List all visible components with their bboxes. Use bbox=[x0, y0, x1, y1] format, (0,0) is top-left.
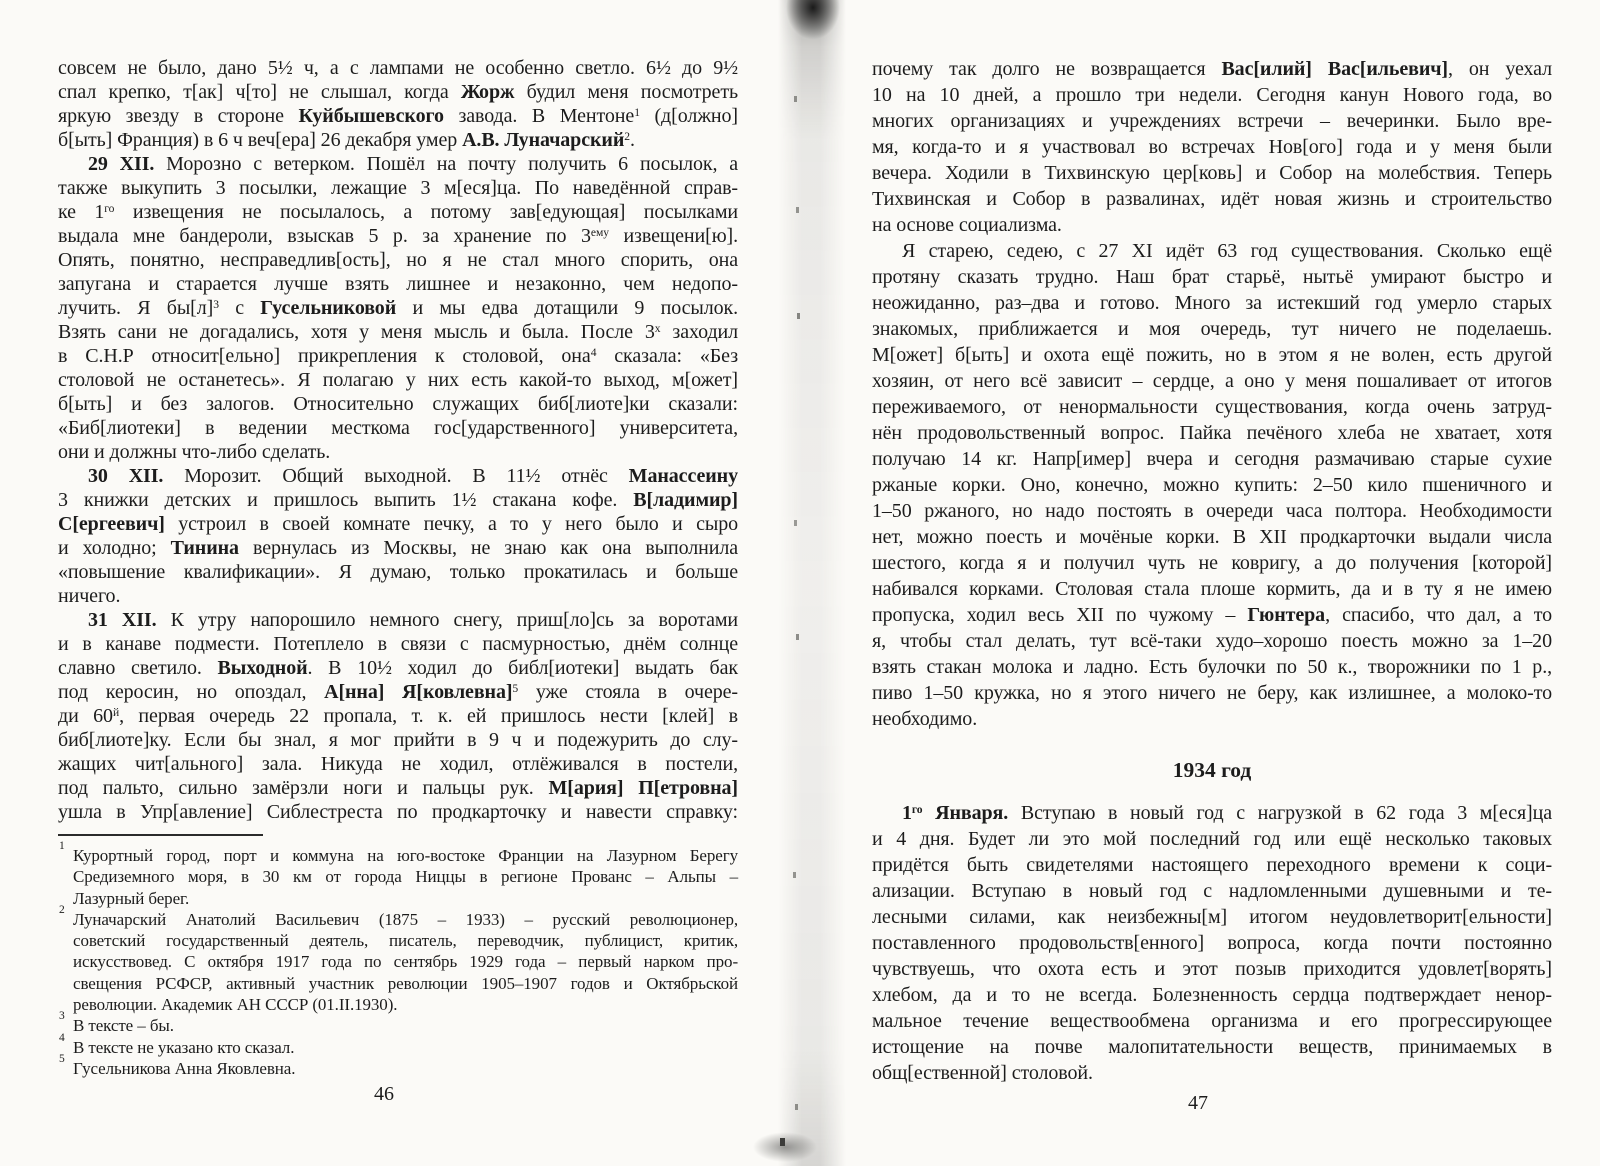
text-line bbox=[58, 464, 738, 488]
text-segment: ди 60 bbox=[58, 705, 113, 727]
paragraph bbox=[872, 238, 1552, 732]
bold-text: М[ария] П[етровна] bbox=[548, 777, 738, 799]
text-segment: биб[лиоте]ку. Если бы знал, я мог прийти в 9 ч и подежурить до слу- bbox=[58, 729, 738, 751]
text-line bbox=[58, 584, 738, 608]
text-segment: хозяин, от него всё зависит – сердце, а оно у меня пошаливает от итогов bbox=[872, 370, 1552, 392]
text-line bbox=[872, 1034, 1552, 1060]
section-heading-1934: 1934 год bbox=[1172, 758, 1252, 782]
page-46-footnotes bbox=[59, 840, 738, 1079]
text-segment: Взять сани не догадались, хотя у меня мысль и была. После 3 bbox=[58, 321, 655, 343]
text-segment: пиво 1–50 кружка, но я этого ничего не беру, как излишнее, а молоко-то bbox=[872, 682, 1552, 704]
text-line bbox=[58, 296, 738, 320]
paragraph bbox=[58, 464, 738, 608]
footnote: 5 Гусельникова Анна Яковлевна. bbox=[73, 1058, 738, 1079]
text-line bbox=[872, 316, 1552, 342]
text-line bbox=[58, 632, 738, 656]
text-line bbox=[58, 488, 738, 512]
text-line bbox=[872, 878, 1552, 904]
footnote-rule bbox=[58, 834, 263, 836]
text-line bbox=[872, 706, 1552, 732]
footnote-ref: го bbox=[104, 202, 115, 216]
text-segment: получаю 14 кг. Напр[имер] вчера и сегодня размачиваю старые сухие bbox=[872, 448, 1552, 470]
text-line bbox=[58, 176, 738, 200]
text-line bbox=[872, 82, 1552, 108]
text-segment: и в канаве подмести. Потеплело в связи с пасмурностью, днём солнце bbox=[58, 633, 738, 655]
text-segment: придётся быть свидетелями настоящего переходного времени к соци- bbox=[872, 854, 1552, 876]
footnote-line: Гусельникова Анна Яковлевна. bbox=[73, 1058, 296, 1078]
text-segment: на основе социализма. bbox=[872, 214, 1062, 236]
text-line bbox=[58, 752, 738, 776]
text-line bbox=[872, 602, 1552, 628]
text-segment: , спасибо, что дал, а то bbox=[1325, 604, 1552, 626]
text-line bbox=[58, 776, 738, 800]
footnote-line: революции. Академик АН СССР (01.II.1930). bbox=[73, 995, 398, 1015]
text-line bbox=[872, 108, 1552, 134]
text-line bbox=[58, 104, 738, 128]
bold-text: А.В. Луначарский bbox=[462, 129, 625, 151]
text-segment: совсем не было, дано 5½ ч, а с лампами не особенно светло. 6½ до 9½ bbox=[58, 57, 738, 79]
page-number-47: 47 bbox=[1188, 1092, 1208, 1114]
text-segment: «повышение квалификации». Я думаю, только прокатилась и больше bbox=[58, 561, 738, 583]
text-segment: лесными силами, как неизбежны[м] итогом неудовлетворит[ельности] bbox=[872, 906, 1552, 928]
footnote-line: Лазурный берег. bbox=[73, 888, 190, 908]
text-line bbox=[872, 238, 1552, 264]
footnote-ref: 4 bbox=[590, 346, 597, 360]
text-segment: заходил bbox=[660, 321, 739, 343]
text-line bbox=[872, 394, 1552, 420]
text-line bbox=[872, 186, 1552, 212]
text-segment: ке 1 bbox=[58, 201, 105, 223]
text-line bbox=[58, 536, 738, 560]
scan-specks bbox=[0, 0, 3, 6]
footnote-line: Луначарский Анатолий Васильевич (1875 – 1933) – русский революционер, bbox=[73, 909, 738, 929]
text-line bbox=[58, 608, 738, 632]
text-line bbox=[58, 512, 738, 536]
text-line bbox=[58, 800, 738, 824]
bold-text: А[нна] Я[ковлевна] bbox=[324, 681, 513, 703]
footnote-line: В тексте не указано кто сказал. bbox=[73, 1037, 295, 1057]
text-segment: пропуска, ходил весь XII по чужому – bbox=[872, 604, 1248, 626]
text-segment: выдала мне бандероли, взыскав 5 р. за хранение по 3 bbox=[58, 225, 591, 247]
page-47-text bbox=[872, 56, 1552, 1086]
text-segment: столовой не останетесь». Я полагаю у них есть какой-то выход, м[ожет] bbox=[58, 369, 738, 391]
text-line bbox=[872, 498, 1552, 524]
text-line bbox=[58, 392, 738, 416]
text-segment: б[ыть] Франция) в 6 ч веч[ера] 26 декабря умер bbox=[58, 129, 463, 151]
bold-text: Вас[илий] Вас[ильевич] bbox=[1221, 58, 1448, 80]
footnote: 4 В тексте не указано кто сказал. bbox=[73, 1037, 738, 1058]
text-line bbox=[58, 368, 738, 392]
text-segment: ржаные корки. Оно, конечно, можно купить: 2–50 кило пшеничного и bbox=[872, 474, 1552, 496]
text-line bbox=[58, 272, 738, 296]
text-segment: уже стояла в очере- bbox=[518, 681, 738, 703]
bold-text: 29 XII. bbox=[88, 153, 155, 175]
text-segment: ализации. Вступаю в новый год с надломленными душевными и те- bbox=[872, 880, 1552, 902]
text-line bbox=[58, 440, 738, 464]
text-line bbox=[872, 550, 1552, 576]
text-line bbox=[58, 656, 738, 680]
footnote-line: В тексте – бы. bbox=[73, 1016, 174, 1036]
text-line bbox=[872, 956, 1552, 982]
text-segment: будил меня посмотреть bbox=[514, 81, 738, 103]
text-segment: протяну сказать трудно. Наш брат старьё, нытьё умирают быстро и bbox=[872, 266, 1552, 288]
footnote-ref: х bbox=[654, 322, 661, 336]
text-line bbox=[58, 560, 738, 584]
page-number-46: 46 bbox=[374, 1083, 394, 1106]
text-segment: шестого, когда я и получил чуть не ковригу, а до получения [которой] bbox=[872, 552, 1552, 574]
bold-text: 31 XII. bbox=[88, 609, 157, 631]
text-line bbox=[872, 160, 1552, 186]
text-line bbox=[872, 628, 1552, 654]
text-segment: Я старею, седею, с 27 XI идёт 63 год существования. Сколько ещё bbox=[902, 240, 1552, 262]
footnote: 2 Луначарский Анатолий Васильевич (1875 – 1933) – русский революционер, советский государственный деятель, писатель, переводчик, публицист, критик, искусствовед. С октября 1917 года по сентябрь 1929 года – первый нарком про- свещения РСФСР, активный участник революции 1905–1907 годов и Октябрьской революции. Академик АН СССР (01.II.1930). bbox=[59, 903, 738, 1015]
text-line bbox=[872, 982, 1552, 1008]
text-segment: необходимо. bbox=[872, 708, 978, 730]
text-line bbox=[58, 56, 738, 80]
text-segment: нён продовольственный вопрос. Пайка печёного хлеба не хватает, хотя bbox=[872, 422, 1552, 444]
text-line bbox=[872, 212, 1552, 238]
text-line bbox=[872, 1060, 1552, 1086]
paragraph bbox=[872, 800, 1552, 1086]
text-segment: взять стакан молока и ладно. Есть булочки по 50 к., творожники по 1 р., bbox=[872, 656, 1552, 678]
text-segment: жащих чит[ального] зала. Никуда не ходил, отлёживался в постели, bbox=[58, 753, 738, 775]
text-segment: яркую звезду в стороне bbox=[58, 105, 299, 127]
text-line bbox=[872, 472, 1552, 498]
bold-text: Жорж bbox=[460, 81, 515, 103]
text-segment: хлебом, да и то не всегда. Болезненность сердца подтверждает ненор- bbox=[872, 984, 1552, 1006]
bold-text: Манассеину bbox=[628, 465, 738, 487]
text-line bbox=[872, 930, 1552, 956]
text-segment: мальное течение веществообмена организма и его прогрессирующее bbox=[872, 1010, 1552, 1032]
paragraph bbox=[58, 608, 738, 824]
text-segment: Морозно с ветерком. Пошёл на почту получить 6 посылок, а bbox=[154, 153, 739, 175]
text-segment: набивался корками. Столовая стала плоше кормить, да и в ту я не имею bbox=[872, 578, 1552, 600]
footnote-ref: го bbox=[911, 803, 923, 817]
bold-text: Выходной bbox=[217, 657, 308, 679]
text-line bbox=[872, 56, 1552, 82]
text-line bbox=[872, 264, 1552, 290]
page-46 bbox=[58, 56, 738, 1106]
text-line bbox=[872, 680, 1552, 706]
text-line bbox=[872, 342, 1552, 368]
footnote-ref: 1 bbox=[634, 106, 640, 120]
text-line bbox=[872, 446, 1552, 472]
text-segment: Вступаю в новый год с нагрузкой в 62 года 3 м[еся]ца bbox=[1008, 802, 1552, 824]
footnote-ref: 5 bbox=[512, 682, 519, 696]
text-segment: спал крепко, т[ак] ч[то] не слышал, когда bbox=[58, 81, 461, 103]
text-line bbox=[872, 576, 1552, 602]
text-line bbox=[58, 152, 738, 176]
text-segment: сказала: «Без bbox=[596, 345, 738, 367]
text-line bbox=[58, 416, 738, 440]
text-segment: устроил в своей комнате печку, а то у него было и сыро bbox=[164, 513, 738, 535]
text-segment: б[ыть] и без залогов. Относительно служащих биб[лиоте]ки сказали: bbox=[58, 393, 738, 415]
text-segment: вечера. Ходили в Тихвинскую цер[ковь] и Собор на молебствия. Теперь bbox=[872, 162, 1552, 184]
bold-text: Гусельниковой bbox=[260, 297, 397, 319]
paragraph bbox=[58, 152, 738, 464]
text-line bbox=[872, 290, 1552, 316]
text-line bbox=[58, 728, 738, 752]
text-segment: 1–50 ржаного, но надо постоять в очереди часа полтора. Необходимости bbox=[872, 500, 1552, 522]
text-line bbox=[58, 128, 738, 152]
text-segment: , первая очередь 22 пропала, т. к. ей пришлось нести [клей] в bbox=[119, 705, 738, 727]
text-segment: поставленного продовольств[енного] вопроса, когда почти постоянно bbox=[872, 932, 1552, 954]
bold-text: Тинина bbox=[170, 537, 239, 559]
text-segment: под пальто, сильно замёрзли ноги и пальцы рук. bbox=[58, 777, 549, 799]
text-line bbox=[58, 248, 738, 272]
text-segment: многих организациях и учреждениях встречи – вечеринки. Было вре- bbox=[872, 110, 1552, 132]
text-segment: Опять, понятно, несправедлив[ость], но я не стал много спорить, она bbox=[58, 249, 738, 271]
text-segment: Тихвинская и Собор в развалинах, идёт новая жизнь и строительство bbox=[872, 188, 1552, 210]
text-segment: извещени[ю]. bbox=[608, 225, 739, 247]
footnote-ref: й bbox=[112, 706, 120, 720]
paragraph bbox=[58, 56, 738, 152]
text-line bbox=[58, 224, 738, 248]
text-line bbox=[58, 344, 738, 368]
text-line bbox=[872, 852, 1552, 878]
text-segment: в С.Н.Р относит[ельно] прикрепления к столовой, она bbox=[58, 345, 591, 367]
text-segment: М[ожет] б[ыть] и охота ещё пожить, но в этом я не волен, есть другой bbox=[872, 344, 1552, 366]
text-segment: славно светило. bbox=[58, 657, 218, 679]
footnote: 1 Курортный город, порт и коммуна на юго-востоке Франции на Лазурном Берегу Средиземного моря, в 30 км от города Ниццы в регионе Прованс – Альпы – Лазурный берег. bbox=[59, 840, 738, 908]
paragraph bbox=[872, 56, 1552, 238]
bold-text: Гюнтера bbox=[1247, 604, 1326, 626]
footnote: 3 В тексте – бы. bbox=[73, 1015, 738, 1036]
footnote-line: Курортный город, порт и коммуна на юго-востоке Франции на Лазурном Берегу bbox=[73, 846, 738, 865]
text-segment: с bbox=[218, 297, 261, 319]
text-segment: извещения не посылалось, а потому зав[едующая] посылками bbox=[114, 201, 738, 223]
bold-text: Января. bbox=[922, 802, 1009, 824]
text-line bbox=[872, 524, 1552, 550]
bold-text: Куйбышевского bbox=[298, 105, 444, 127]
text-segment: 3 книжки детских и пришлось выпить 1½ стакана кофе. bbox=[58, 489, 634, 511]
bold-text: В[ладимир] bbox=[633, 489, 738, 511]
text-line bbox=[872, 826, 1552, 852]
page-46-text bbox=[58, 56, 738, 824]
text-line bbox=[872, 368, 1552, 394]
text-segment: общ[ественной] столовой. bbox=[872, 1062, 1093, 1084]
text-line bbox=[872, 904, 1552, 930]
text-line bbox=[58, 704, 738, 728]
text-segment: переживаемого, от ненормальности существования, когда очень затруд- bbox=[872, 396, 1552, 418]
text-segment: знакомых, приближается и моя очередь, тут ничего не поделаешь. bbox=[872, 318, 1552, 340]
text-line bbox=[58, 680, 738, 704]
text-line bbox=[872, 420, 1552, 446]
text-line bbox=[58, 80, 738, 104]
text-segment: также выкупить 3 посылки, лежащие 3 м[еся]ца. По наведённой справ- bbox=[58, 177, 738, 199]
text-line bbox=[58, 200, 738, 224]
text-segment: ушла в Упр[авление] Сиблестреста по продкарточку и навести справку: bbox=[58, 801, 738, 823]
text-segment: завода. В Ментоне bbox=[443, 105, 635, 127]
text-segment: почему так долго не возвращается bbox=[872, 58, 1222, 80]
text-segment: я, чтобы стал делать, тут всё-таки худо–хорошо поесть можно за 1–20 bbox=[872, 630, 1552, 652]
footnote-line: свещения РСФСР, активный участник революции 1905–1907 годов и Октябрьской bbox=[73, 973, 738, 993]
text-line bbox=[872, 654, 1552, 680]
text-segment: мя, когда-то и я участвовал во встречах Нов[ого] года и у меня были bbox=[872, 136, 1552, 158]
footnote-line: Средиземного моря, в 30 км от города Ниццы в регионе Прованс – Альпы – bbox=[73, 867, 738, 887]
text-segment: , он уехал bbox=[1448, 58, 1553, 80]
text-segment: и 4 дня. Будет ли это мой последний год или ещё несколько таковых bbox=[872, 828, 1552, 850]
gutter-shadow-bottom bbox=[750, 1124, 850, 1166]
text-segment: К утру напорошило немного снегу, приш[ло]сь за воротами bbox=[156, 609, 738, 631]
text-segment: истощение на почве малопитательности веществ, принимаемых в bbox=[872, 1036, 1552, 1058]
text-segment: . В 10½ ходил до библ[иотеки] выдать бак bbox=[307, 657, 738, 679]
text-segment: под керосин, но опоздал, bbox=[58, 681, 325, 703]
text-segment: вернулась из Москвы, не знаю как она выполнила bbox=[238, 537, 738, 559]
text-segment: и мы едва дотащили 9 посылок. bbox=[396, 297, 739, 319]
text-segment: ничего. bbox=[58, 585, 121, 607]
bold-text: 30 XII. bbox=[88, 465, 164, 487]
text-segment: запугана и старается лучше взять лишнее и незаконно, чем недопо- bbox=[58, 273, 738, 295]
bold-text: С[ергеевич] bbox=[58, 513, 165, 535]
bold-text: 1 bbox=[902, 802, 912, 824]
text-line bbox=[872, 1008, 1552, 1034]
footnote-ref: 3 bbox=[213, 298, 219, 312]
footnote-line: советский государственный деятель, писатель, переводчик, публицист, критик, bbox=[73, 931, 738, 951]
text-segment: нет, можно поесть и мочёные корки. В XII продкарточки выдали числа bbox=[872, 526, 1552, 548]
text-segment: и холодно; bbox=[58, 537, 171, 559]
text-line bbox=[872, 134, 1552, 160]
book-gutter-shadow bbox=[778, 0, 846, 1166]
text-segment: . bbox=[629, 129, 635, 151]
page-47 bbox=[872, 56, 1552, 1115]
text-segment: Морозит. Общий выходной. В 11½ отнёс bbox=[163, 465, 629, 487]
text-segment: (д[олжно] bbox=[639, 105, 738, 127]
footnote-ref: 2 bbox=[624, 130, 630, 144]
gutter-shadow-top bbox=[786, 0, 840, 44]
footnote-ref: ему bbox=[590, 226, 609, 240]
text-segment: они и должны что-либо сделать. bbox=[58, 441, 331, 463]
text-line bbox=[872, 800, 1552, 826]
text-segment: неожиданно, раз–два и готово. Много за истекший год умерло старых bbox=[872, 292, 1552, 314]
text-segment: «Биб[лиотеки] в ведении месткома гос[ударственного] университета, bbox=[58, 417, 738, 439]
text-segment: чувствуешь, что охота есть и этот позыв приходится удовлет[ворять] bbox=[872, 958, 1552, 980]
text-line bbox=[58, 320, 738, 344]
text-segment: 10 на 10 дней, а прошло три недели. Сегодня канун Нового года, во bbox=[872, 84, 1552, 106]
footnote-line: искусствовед. С октября 1917 года по сентябрь 1929 года – первый нарком про- bbox=[73, 952, 738, 972]
text-segment: лучить. Я бы[л] bbox=[58, 297, 214, 319]
